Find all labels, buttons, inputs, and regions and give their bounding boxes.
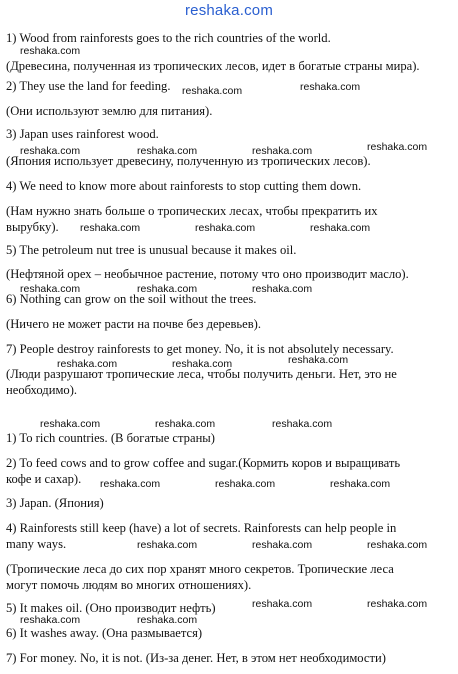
answer-line: кофе и сахар). xyxy=(6,472,82,486)
answer-line: (Ничего не может расти на почве без деревьев). xyxy=(6,317,262,331)
answer-line: 1) Wood from rainforests goes to the rich countries of the world. xyxy=(6,31,331,45)
answer-line: 6) It washes away. (Она размывается) xyxy=(6,626,203,640)
watermark: reshaka.com xyxy=(272,418,333,430)
watermark: reshaka.com xyxy=(288,354,349,366)
watermark: reshaka.com xyxy=(195,222,256,234)
watermark: reshaka.com xyxy=(20,614,81,626)
answer-line: 2) They use the land for feeding. xyxy=(6,79,171,93)
watermark: reshaka.com xyxy=(40,418,101,430)
watermark: reshaka.com xyxy=(20,45,81,57)
answer-line: вырубку). xyxy=(6,220,59,234)
watermark: reshaka.com xyxy=(252,283,313,295)
answer-line: 5) The petroleum nut tree is unusual because it makes oil. xyxy=(6,243,297,257)
site-header[interactable]: reshaka.com xyxy=(184,2,274,19)
watermark: reshaka.com xyxy=(137,539,198,551)
answer-line: (Нам нужно знать больше о тропических лесах, чтобы прекратить их xyxy=(6,204,378,218)
watermark: reshaka.com xyxy=(367,598,428,610)
watermark: reshaka.com xyxy=(252,145,313,157)
watermark: reshaka.com xyxy=(367,141,428,153)
watermark: reshaka.com xyxy=(172,358,233,370)
watermark: reshaka.com xyxy=(20,283,81,295)
answer-line: (Древесина, полученная из тропических лесов, идет в богатые страны мира). xyxy=(6,59,420,73)
watermark: reshaka.com xyxy=(20,145,81,157)
watermark: reshaka.com xyxy=(367,539,428,551)
answer-line: (Люди разрушают тропические леса, чтобы получить деньги. Нет, это не xyxy=(6,367,397,381)
answer-line: (Тропические леса до сих пор хранят много секретов. Тропические леса xyxy=(6,562,394,576)
watermark: reshaka.com xyxy=(215,478,276,490)
watermark: reshaka.com xyxy=(310,222,371,234)
watermark: reshaka.com xyxy=(182,85,243,97)
watermark: reshaka.com xyxy=(137,283,198,295)
answer-line: 7) For money. No, it is not. (Из-за денег. Нет, в этом нет необходимости) xyxy=(6,651,386,665)
answer-line: необходимо). xyxy=(6,383,78,397)
watermark: reshaka.com xyxy=(137,614,198,626)
watermark: reshaka.com xyxy=(100,478,161,490)
answer-line: 3) Japan uses rainforest wood. xyxy=(6,127,159,141)
answer-line: 5) It makes oil. (Оно производит нефть) xyxy=(6,601,216,615)
watermark: reshaka.com xyxy=(300,81,361,93)
answer-line: 3) Japan. (Япония) xyxy=(6,496,104,510)
watermark: reshaka.com xyxy=(330,478,391,490)
watermark: reshaka.com xyxy=(252,598,313,610)
answer-line: 4) Rainforests still keep (have) a lot of secrets. Rainforests can help people in xyxy=(6,521,397,535)
answer-line: 4) We need to know more about rainforests to stop cutting them down. xyxy=(6,179,362,193)
answer-line: (Япония использует древесину, полученную из тропических лесов). xyxy=(6,154,371,168)
watermark: reshaka.com xyxy=(80,222,141,234)
watermark: reshaka.com xyxy=(252,539,313,551)
answer-line: 7) People destroy rainforests to get money. No, it is not absolutely necessary. xyxy=(6,342,394,356)
answer-line: (Нефтяной орех – необычное растение, потому что оно производит масло). xyxy=(6,267,409,281)
watermark: reshaka.com xyxy=(155,418,216,430)
answer-line: (Они используют землю для питания). xyxy=(6,104,213,118)
answer-line: 2) To feed cows and to grow coffee and sugar.(Кормить коров и выращивать xyxy=(6,456,401,470)
watermark: reshaka.com xyxy=(57,358,118,370)
answer-line: могут помочь людям во многих отношениях). xyxy=(6,578,252,592)
answer-line: 1) To rich countries. (В богатые страны) xyxy=(6,431,215,445)
watermark: reshaka.com xyxy=(137,145,198,157)
answer-line: 6) Nothing can grow on the soil without the trees. xyxy=(6,292,257,306)
answer-line: many ways. xyxy=(6,537,67,551)
